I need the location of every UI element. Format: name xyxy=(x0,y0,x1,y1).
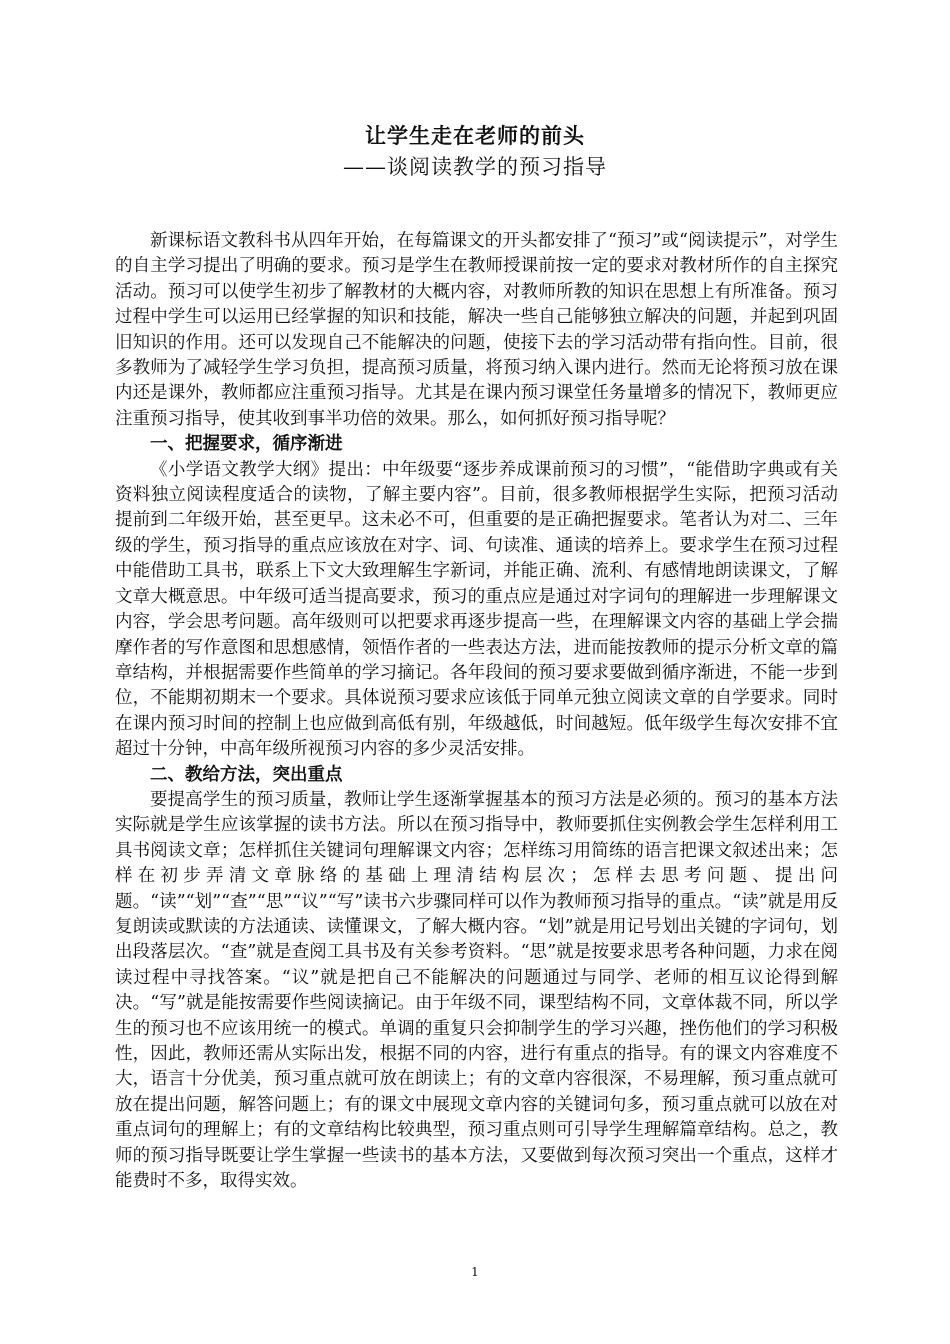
section-1-paragraph: 《小学语文教学大纲》提出：中年级要“逐步养成课前预习的习惯”，“能借助字典或有关资料独立阅读程度适合的读物，了解主要内容”。目前，很多教师根据学生实际，把预习活动提前到二年级开始，甚至更早。这未必不可，但重要的是正确把握要求。笔者认为对二、三年级的学生，预习指导的重点应该放在对字、词、句读准、通读的培养上。要求学生在预习过程中能借助工具书，联系上下文大致理解生字新词，并能正确、流利、有感情地朗读课文，了解文章大概意思。中年级可适当提高要求，预习的重点应是通过对字词句的理解进一步理解课文内容，学会思考问题。高年级则可以把要求再逐步提高一些，在理解课文内容的基础上学会揣摩作者的写作意图和思想感情，领悟作者的一些表达方法，进而能按教师的提示分析文章的篇章结构，并根据需要作些简单的学习摘记。各年段间的预习要求要做到循序渐进，不能一步到位，不能期初期末一个要求。具体说预习要求应该低于同单元独立阅读文章的自学要求。同时在课内预习时间的控制上也应做到高低有别，年级越低，时间越短。低年级学生每次安排不宜超过十分钟，中高年级所视预习内容的多少灵活安排。 xyxy=(115,459,838,760)
document-title: 让学生走在老师的前头 xyxy=(365,124,585,148)
section-2-heading: 二、教给方法，突出重点 xyxy=(150,764,343,785)
document-subtitle: ——谈阅读教学的预习指导 xyxy=(343,155,607,179)
section-2-paragraph: 要提高学生的预习质量，教师让学生逐渐掌握基本的预习方法是必须的。预习的基本方法实际就是学生应该掌握的读书方法。所以在预习指导中，教师要抓住实例教会学生怎样利用工具书阅读文章；怎样抓住关键词句理解课文内容；怎样练习用简练的语言把课文叙述出来；怎样在初步弄清文章脉络的基础上理清结构层次；怎样去思考问题、提出问题。“读”“划”“查”“思”“议”“写”读书六步骤同样可以作为教师预习指导的重点。“读”就是用反复朗读或默读的方法通读、读懂课文，了解大概内容。“划”就是用记号划出关键的字词句，划出段落层次。“查”就是查阅工具书及有关参考资料。“思”就是按要求思考各种问题，力求在阅读过程中寻找答案。“议”就是把自己不能解决的问题通过与同学、老师的相互议论得到解决。“写”就是能按需要作些阅读摘记。由于年级不同，课型结构不同，文章体裁不同，所以学生的预习也不应该用统一的模式。单调的重复只会抑制学生的学习兴趣，挫伤他们的学习积极性，因此，教师还需从实际出发，根据不同的内容，进行有重点的指导。有的课文内容难度不大，语言十分优美，预习重点就可放在朗读上；有的文章内容很深，不易理解，预习重点就可放在提出问题，解答问题上；有的课文中展现文章内容的关键词句多，预习重点就可以放在对重点词句的理解上；有的文章结构比较典型，预习重点则可引导学生理解篇章结构。总之，教师的预习指导既要让学生掌握一些读书的基本方法，又要做到每次预习突出一个重点，这样才能费时不多，取得实效。 xyxy=(115,789,838,1192)
document-body xyxy=(115,229,838,1194)
page-number: 1 xyxy=(471,1265,479,1279)
section-1-heading: 一、把握要求，循序渐进 xyxy=(150,434,343,455)
intro-paragraph: 新课标语文教科书从四年开始，在每篇课文的开头都安排了“预习”或“阅读提示”，对学生的自主学习提出了明确的要求。预习是学生在教师授课前按一定的要求对教材所作的自主探究活动。预习可以使学生初步了解教材的大概内容，对教师所教的知识在思想上有所准备。预习过程中学生可以运用已经掌握的知识和技能，解决一些自己能够独立解决的问题，并起到巩固旧知识的作用。还可以发现自己不能解决的问题，使接下去的学习活动带有指向性。目前，很多教师为了减轻学生学习负担，提高预习质量，将预习纳入课内进行。然而无论将预习放在课内还是课外，教师都应注重预习指导。尤其是在课内预习课堂任务量增多的情况下，教师更应注重预习指导，使其收到事半功倍的效果。那么，如何抓好预习指导呢？ xyxy=(115,231,838,429)
